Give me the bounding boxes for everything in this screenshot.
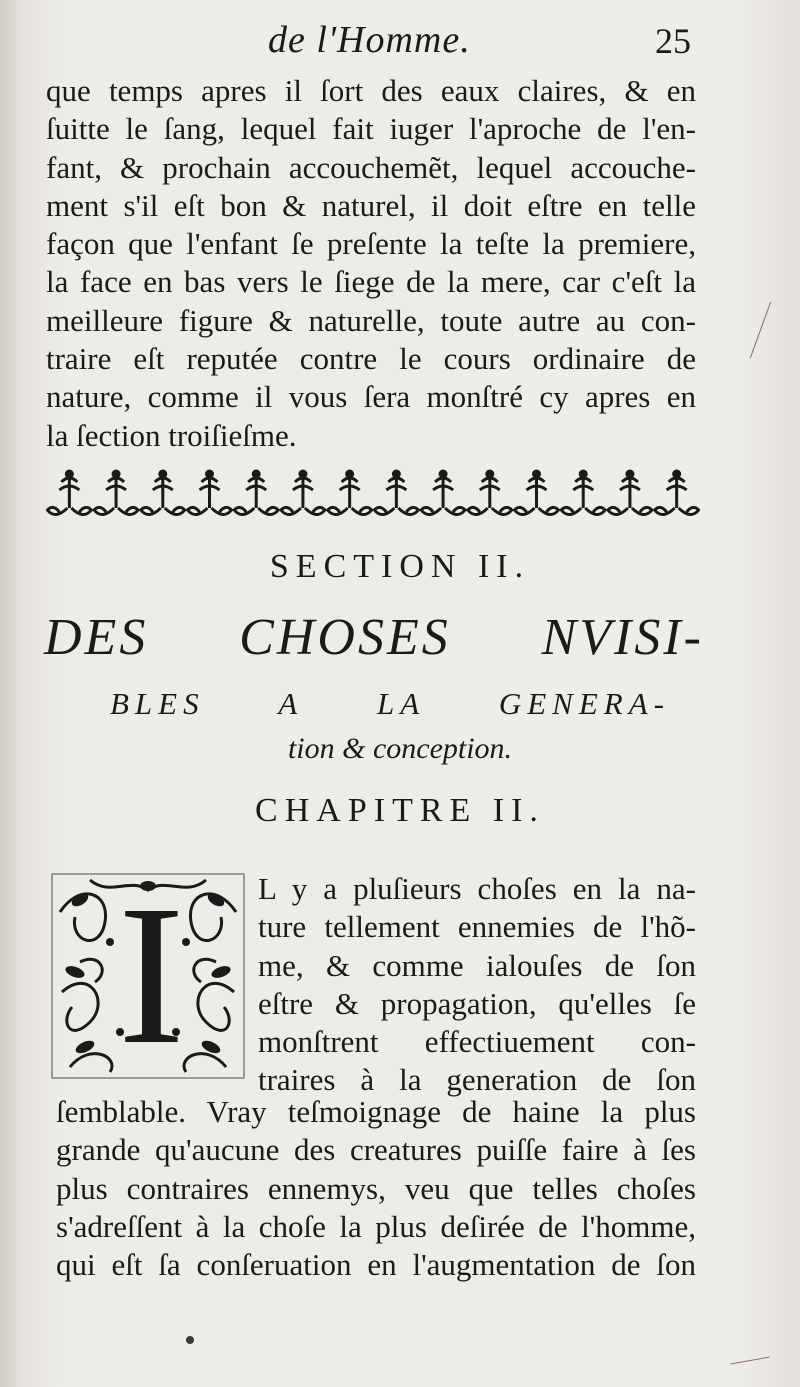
- fleuron-icon: [328, 470, 372, 515]
- fleuron-icon: [94, 470, 138, 515]
- text-line: traire eſt reputée contre le cours ordinaire de: [46, 341, 696, 377]
- text-line: s'adreſſent à la choſe la plus deſirée de l'homme,: [56, 1208, 696, 1244]
- fleuron-icon: [234, 470, 278, 515]
- paper-fiber: [750, 302, 771, 359]
- text-line: me, & comme ialouſes de ſon: [258, 947, 696, 983]
- text-line: façon que l'enfant ſe preſente la teſte la premiere,: [46, 226, 696, 262]
- section-label: SECTION II.: [269, 548, 531, 585]
- ink-speck: [186, 1336, 194, 1344]
- page-number: 25: [655, 21, 691, 61]
- text-line: L y a pluſieurs choſes en la na-: [258, 871, 696, 906]
- text-line: qui eſt ſa conſeruation en l'augmentation de ſon: [56, 1247, 696, 1283]
- paper-fiber: [730, 1357, 770, 1365]
- text-line: traires à la generation de ſon: [258, 1062, 696, 1098]
- text-line: eſtre & propagation, qu'elles ſe: [258, 985, 696, 1021]
- fleuron-border-ornament: [46, 468, 700, 524]
- paragraph-2-indented: [258, 870, 696, 1100]
- text-line: plus contraires ennemys, veu que telles choſes: [56, 1170, 696, 1206]
- text-line: nature, comme il vous ſera monſtré cy apres en: [46, 379, 696, 415]
- fleuron-icon: [47, 470, 91, 515]
- section-title-line-3: tion & conception.: [287, 732, 513, 765]
- running-header: [0, 18, 800, 68]
- fleuron-icon: [561, 470, 605, 515]
- paragraph-1: [46, 72, 696, 455]
- text-line: grande qu'aucune des creatures puiſſe faire à ſes: [56, 1132, 696, 1168]
- fleuron-icon: [655, 470, 699, 515]
- section-title-line-2: BLES A LA GENERA-: [110, 686, 670, 721]
- drop-cap-letter: I: [118, 865, 185, 1086]
- fleuron-icon: [141, 470, 185, 515]
- section-title-line-1: DES CHOSES NVISI-: [44, 609, 704, 666]
- text-line: meilleure figure & naturelle, toute autre au con-: [46, 302, 696, 338]
- text-line: la ſection troiſieſme.: [46, 417, 297, 453]
- fleuron-icon: [421, 470, 465, 515]
- text-line: que temps apres il ſort des eaux claires, & en: [46, 73, 696, 108]
- text-line: fant, & prochain accouchemẽt, lequel accouche-: [46, 149, 696, 185]
- running-title: de l'Homme.: [268, 19, 471, 61]
- text-line: ſuitte le ſang, lequel fait iuger l'aproche de l'en-: [46, 111, 696, 147]
- fleuron-icon: [468, 470, 512, 515]
- text-line: ture tellement ennemies de l'hõ-: [258, 909, 696, 945]
- fleuron-icon: [281, 470, 325, 515]
- chapter-title: CHAPITRE II.: [255, 792, 545, 829]
- fleuron-icon: [188, 470, 232, 515]
- text-line: ment s'il eſt bon & naturel, il doit eſtre en telle: [46, 187, 696, 223]
- fleuron-icon: [515, 470, 559, 515]
- text-line: ſemblable. Vray teſmoignage de haine la plus: [56, 1094, 696, 1129]
- decorated-initial: [50, 865, 246, 1086]
- fleuron-icon: [608, 470, 652, 515]
- paragraph-2-continued: [56, 1093, 696, 1284]
- text-line: la face en bas vers le ſiege de la mere, car c'eſt la: [46, 264, 696, 300]
- fleuron-icon: [374, 470, 418, 515]
- text-line: monſtrent effectiuement con-: [258, 1024, 696, 1060]
